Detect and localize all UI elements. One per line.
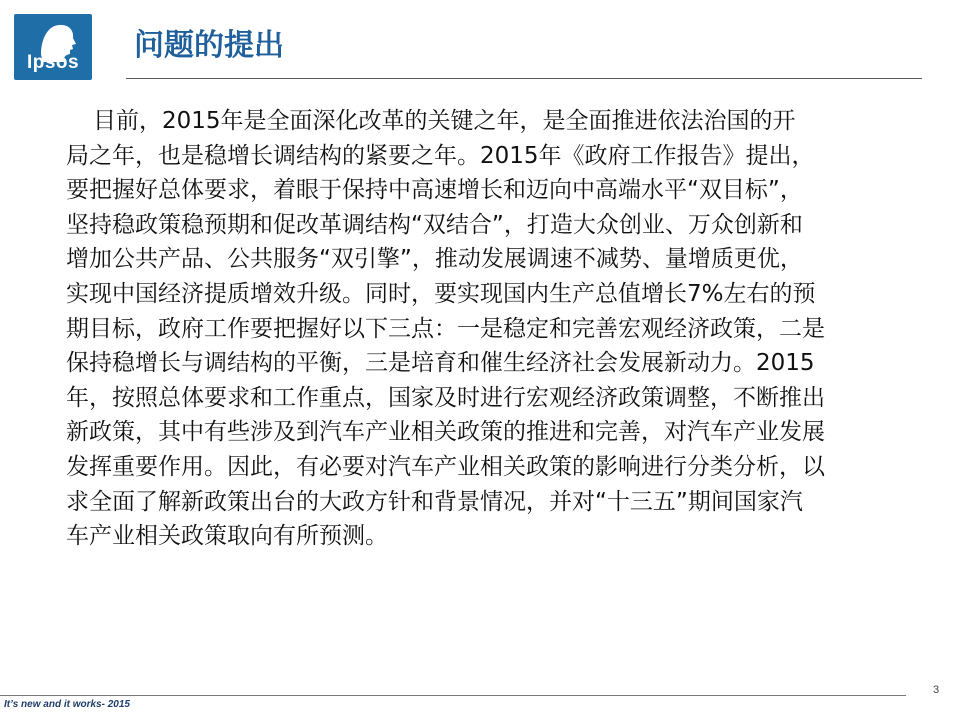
- body-line: 坚持稳政策稳预期和促改革调结构“双结合”，打造大众创业、万众创新和: [66, 211, 803, 238]
- body-line: 保持稳增长与调结构的平衡，三是培育和催生经济社会发展新动力。2015: [66, 350, 815, 377]
- body-line: 局之年，也是稳增长调结构的紧要之年。2015年《政府工作报告》提出，: [66, 142, 815, 169]
- body-line: 年，按照总体要求和工作重点，国家及时进行宏观经济政策调整，不断推出: [66, 384, 825, 411]
- body-line: 车产业相关政策取向有所预测。: [66, 523, 388, 550]
- title-divider: [126, 78, 922, 79]
- body-line: 要把握好总体要求，着眼于保持中高速增长和迈向中高端水平“双目标”，: [66, 177, 803, 204]
- body-line: 新政策，其中有些涉及到汽车产业相关政策的推进和完善，对汽车产业发展: [66, 419, 825, 446]
- body-line: 增加公共产品、公共服务“双引擎”，推动发展调速不减势、量增质更优，: [66, 246, 803, 273]
- ipsos-logo: [14, 14, 92, 80]
- body-line: 目前，2015年是全面深化改革的关键之年，是全面推进依法治国的开: [93, 108, 796, 134]
- footer-tagline: It’s new and it works- 2015: [4, 699, 130, 710]
- footer-divider: [0, 695, 906, 696]
- body-line: 发挥重要作用。因此，有必要对汽车产业相关政策的影响进行分类分析，以: [66, 453, 825, 480]
- page-number: 3: [933, 684, 940, 696]
- body-line: 期目标，政府工作要把握好以下三点：一是稳定和完善宏观经济政策，二是: [66, 315, 825, 342]
- body-line: 求全面了解新政策出台的大政方针和背景情况，并对“十三五”期间国家汽: [66, 488, 803, 515]
- logo-wordmark: Ipsos: [26, 52, 80, 73]
- body-line: 实现中国经济提质增效升级。同时，要实现国内生产总值增长7%左右的预: [66, 280, 816, 307]
- page-title: 问题的提出: [134, 28, 284, 63]
- body-paragraph: [66, 104, 926, 554]
